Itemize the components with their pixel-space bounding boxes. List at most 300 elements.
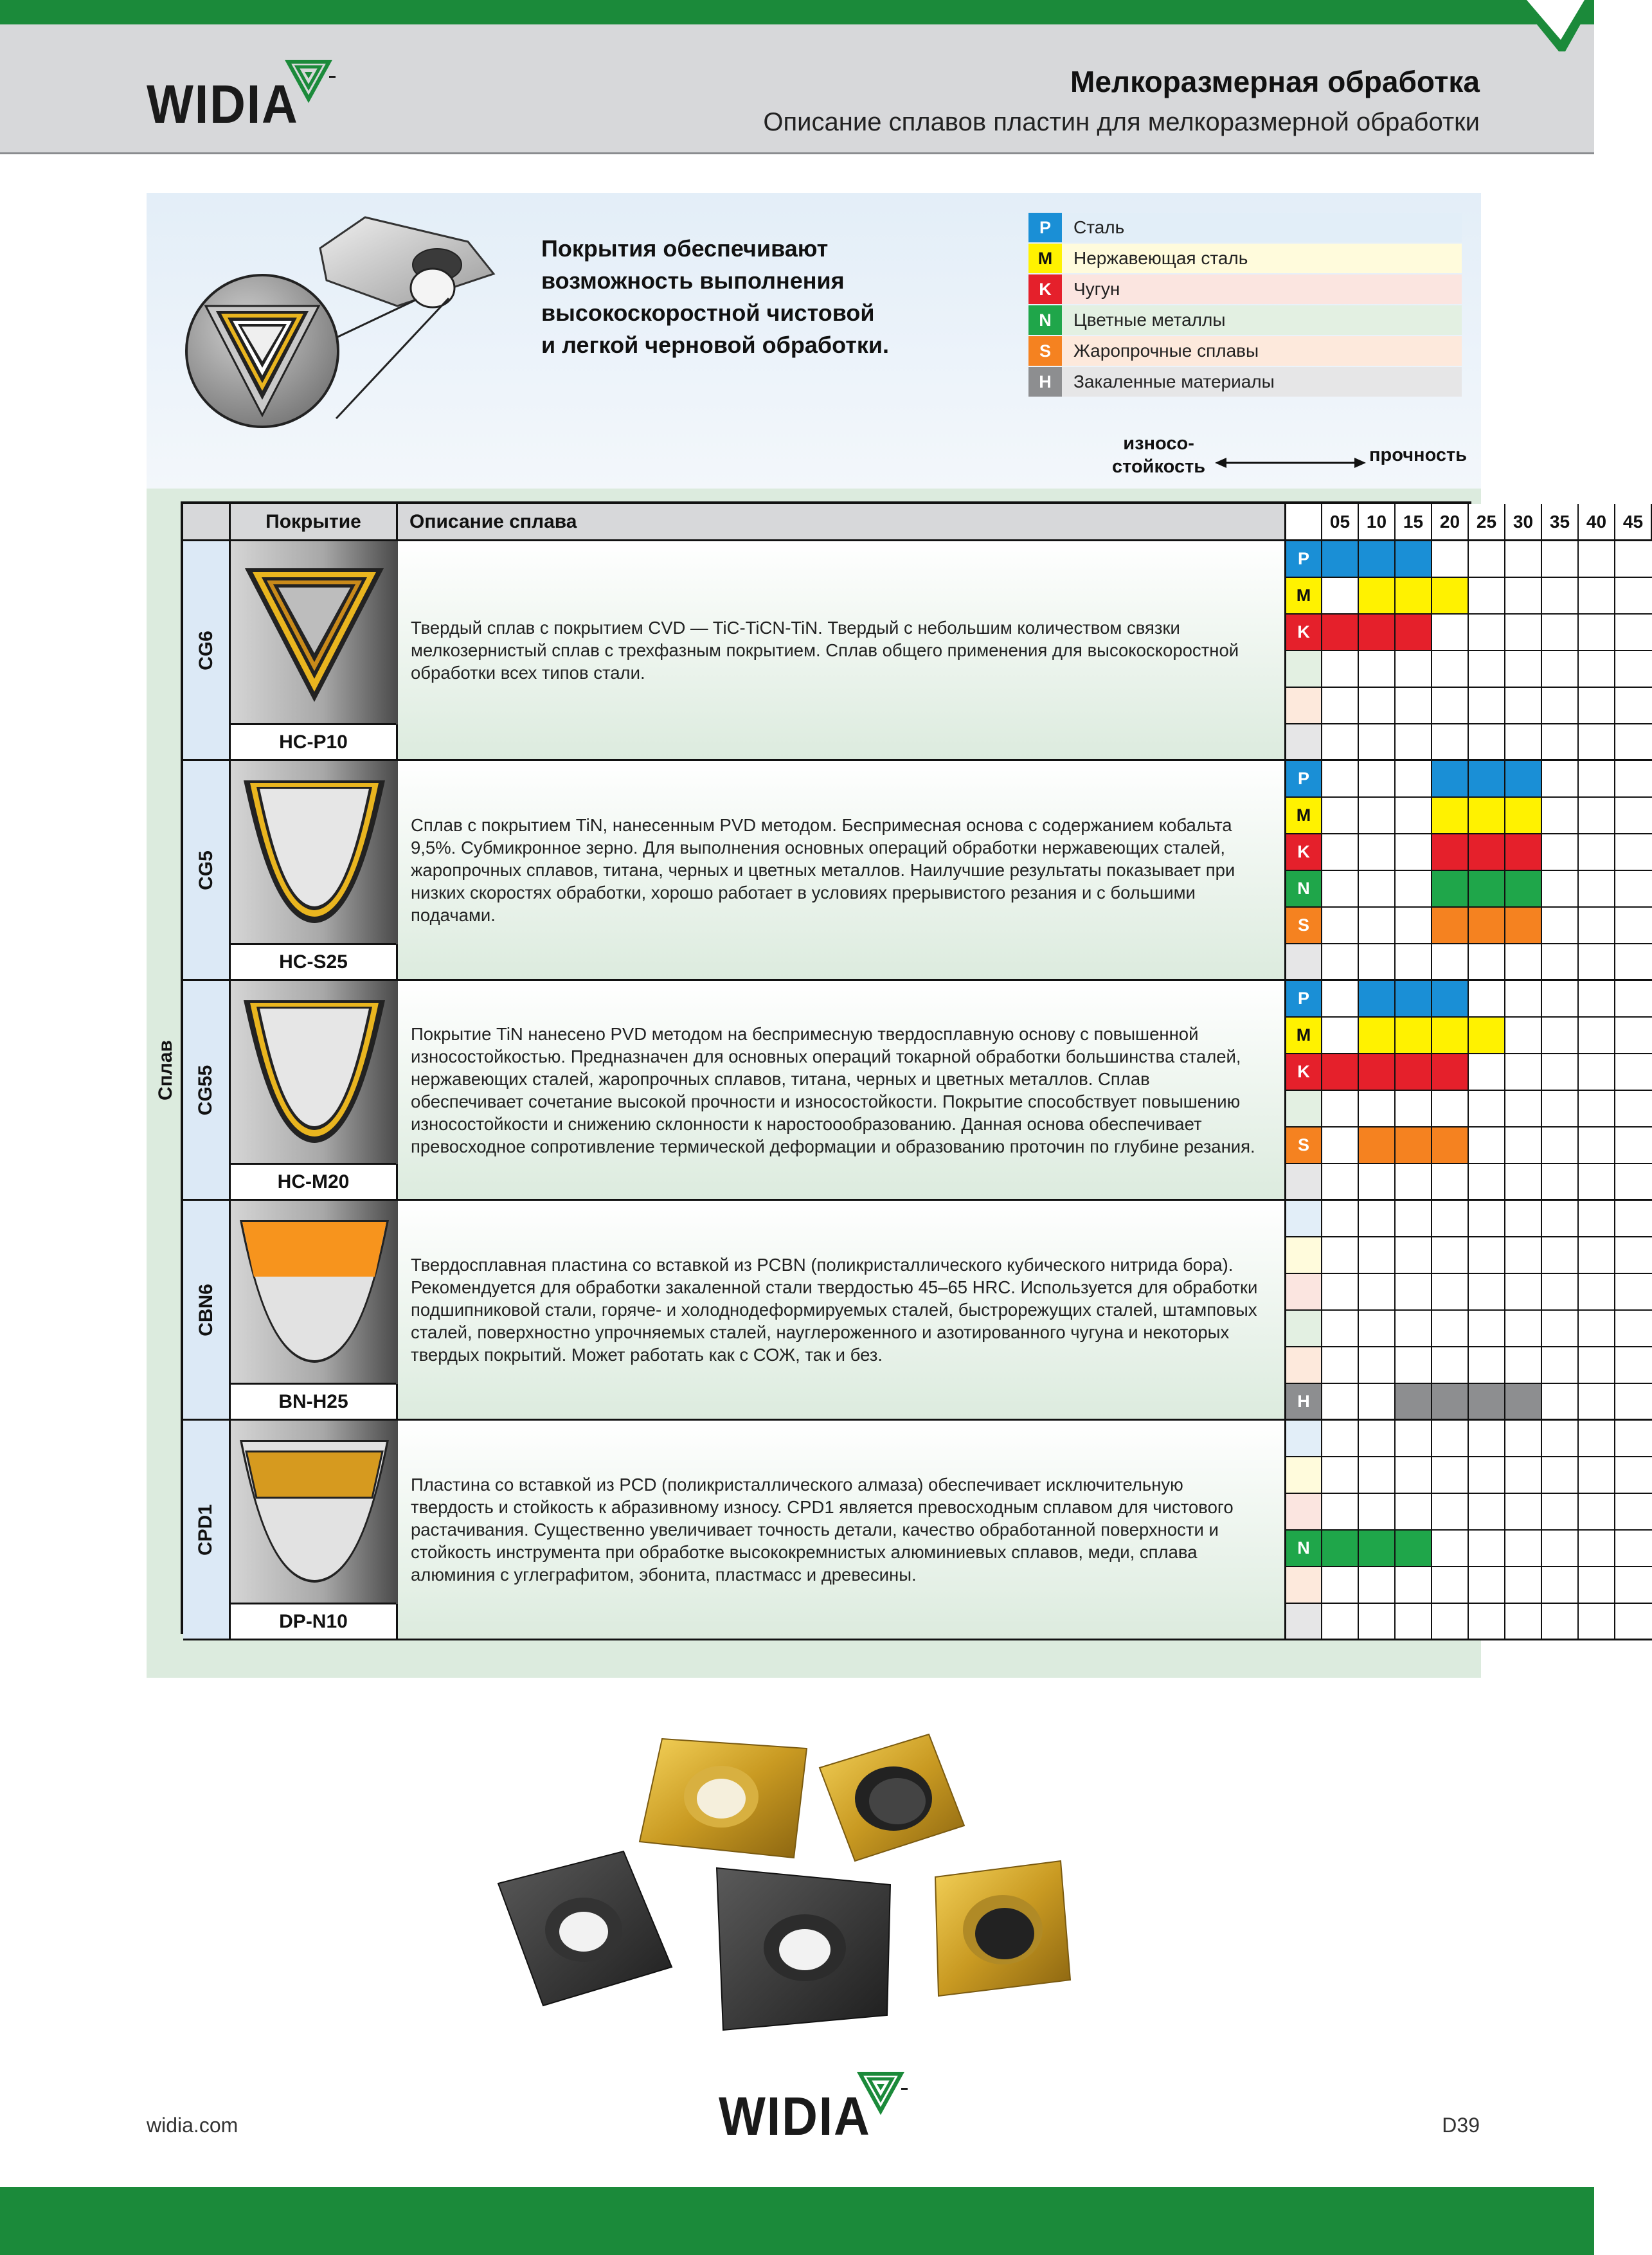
application-cell	[1469, 1494, 1505, 1531]
application-cell	[1396, 615, 1432, 651]
application-cell	[1542, 688, 1579, 724]
material-code-cell	[1286, 651, 1322, 688]
application-cell	[1396, 724, 1432, 761]
insert-profile-icon	[231, 981, 398, 1164]
application-cell	[1615, 688, 1652, 724]
material-code-cell	[1286, 944, 1322, 981]
application-cell	[1579, 1494, 1615, 1531]
widia-footer-logo-text: WIDIA	[719, 2086, 871, 2146]
application-cell	[1359, 871, 1396, 908]
application-cell	[1505, 578, 1542, 615]
material-code-cell: M	[1286, 1018, 1322, 1054]
material-code-cell: P	[1286, 981, 1322, 1018]
application-cell	[1505, 908, 1542, 944]
application-cell	[1615, 1494, 1652, 1531]
grade-column-header: 25	[1469, 504, 1505, 541]
application-cell	[1322, 1604, 1359, 1640]
application-cell	[1469, 834, 1505, 871]
material-code-cell	[1286, 1421, 1322, 1457]
application-cell	[1432, 1494, 1469, 1531]
application-cell	[1579, 834, 1615, 871]
application-cell	[1615, 1311, 1652, 1347]
application-cell	[1542, 1054, 1579, 1091]
legend-label: Жаропрочные сплавы	[1062, 336, 1462, 366]
alloy-code-text: CG6	[195, 630, 217, 670]
application-cell	[1322, 578, 1359, 615]
material-code-cell: S	[1286, 1128, 1322, 1164]
application-cell	[1322, 1164, 1359, 1201]
application-cell	[1322, 1384, 1359, 1421]
alloy-description	[398, 761, 1286, 979]
application-cell	[1396, 541, 1432, 578]
application-cell	[1579, 615, 1615, 651]
alloy-table	[154, 501, 1644, 1634]
coating-illustration	[231, 761, 398, 979]
intro-text	[541, 233, 889, 361]
application-cell	[1469, 615, 1505, 651]
application-cell	[1432, 944, 1469, 981]
alloy-description	[398, 1201, 1286, 1419]
alloy-description-text: Твердый сплав с покрытием CVD — TiC-TiCN-TiN. Твердый с небольшим количеством связки мелкозернистый сплав с трехфазным покрытием. Сплав общего применения для высокоскоростной обработки всех типов стали.	[411, 618, 1239, 683]
legend-code: S	[1028, 336, 1062, 366]
application-cell	[1615, 1274, 1652, 1311]
grade-label: HC-S25	[231, 943, 396, 979]
application-cell	[1322, 1237, 1359, 1274]
application-cell	[1542, 1274, 1579, 1311]
application-cell	[1322, 871, 1359, 908]
legend-item	[1028, 243, 1462, 274]
application-cell	[1322, 981, 1359, 1018]
application-cell	[1432, 1128, 1469, 1164]
material-code-cell	[1286, 1457, 1322, 1494]
application-cell	[1542, 1421, 1579, 1457]
application-cell	[1615, 1457, 1652, 1494]
intro-line: высокоскоростной чистовой	[541, 300, 875, 326]
application-cell	[1432, 1347, 1469, 1384]
alloy-code	[183, 1421, 231, 1639]
application-cell	[1505, 1164, 1542, 1201]
application-cell	[1542, 1018, 1579, 1054]
application-cell	[1542, 1091, 1579, 1128]
application-cell	[1542, 1128, 1579, 1164]
material-code-cell	[1286, 1091, 1322, 1128]
application-cell	[1615, 1091, 1652, 1128]
application-cell	[1396, 1311, 1432, 1347]
alloy-description-text: Пластина со вставкой из PCD (поликристаллического алмаза) обеспечивает исключительную твердость и стойкость к абразивному износу. CPD1 является превосходным сплавом для чистового растачивания. Существенно увеличивает точность детали, качество обработанной поверхности и стойкость инструмента при обработке высококремнистых алюминиевых сплавов, меди, сплава алюминия с углеграфитом, эбонита, пластмасс и древесины.	[411, 1475, 1234, 1585]
application-cell	[1505, 834, 1542, 871]
application-cell	[1615, 798, 1652, 834]
application-cell	[1505, 981, 1542, 1018]
application-cell	[1359, 724, 1396, 761]
application-cell	[1432, 761, 1469, 798]
application-cell	[1432, 1531, 1469, 1567]
application-cell	[1396, 688, 1432, 724]
application-cell	[1396, 1494, 1432, 1531]
application-cell	[1396, 651, 1432, 688]
application-cell	[1579, 1164, 1615, 1201]
application-cell	[1359, 834, 1396, 871]
legend-label: Сталь	[1062, 213, 1462, 242]
application-cell	[1432, 1384, 1469, 1421]
application-cell	[1432, 871, 1469, 908]
application-cell	[1359, 651, 1396, 688]
application-cell	[1579, 798, 1615, 834]
application-cell	[1579, 944, 1615, 981]
application-cell	[1615, 1531, 1652, 1567]
application-cell	[1579, 1091, 1615, 1128]
application-cell	[1579, 1384, 1615, 1421]
application-cell	[1396, 761, 1432, 798]
application-cell	[1469, 1457, 1505, 1494]
application-cell	[1432, 1421, 1469, 1457]
application-cell	[1505, 1604, 1542, 1640]
legend-item	[1028, 305, 1462, 336]
application-cell	[1322, 1054, 1359, 1091]
application-cell	[1359, 615, 1396, 651]
application-cell	[1542, 981, 1579, 1018]
widia-logo-mark-icon	[287, 59, 338, 104]
application-cell	[1396, 1164, 1432, 1201]
application-cell	[1432, 908, 1469, 944]
application-cell	[1469, 1274, 1505, 1311]
grade-label: BN-H25	[231, 1383, 396, 1419]
legend-item	[1028, 212, 1462, 243]
material-code-cell: N	[1286, 1531, 1322, 1567]
grade-label: DP-N10	[231, 1603, 396, 1639]
material-code-cell	[1286, 724, 1322, 761]
application-cell	[1322, 1274, 1359, 1311]
application-cell	[1322, 1091, 1359, 1128]
application-cell	[1615, 541, 1652, 578]
application-cell	[1505, 1091, 1542, 1128]
application-cell	[1359, 1237, 1396, 1274]
application-cell	[1359, 1164, 1396, 1201]
axis-left-line1: износо-	[1123, 433, 1194, 454]
application-cell	[1542, 578, 1579, 615]
application-cell	[1579, 1054, 1615, 1091]
application-cell	[1542, 908, 1579, 944]
application-cell	[1359, 578, 1396, 615]
double-arrow-icon	[1215, 450, 1366, 476]
material-code-cell	[1286, 1604, 1322, 1640]
application-cell	[1469, 1604, 1505, 1640]
application-cell	[1542, 1604, 1579, 1640]
application-cell	[1322, 688, 1359, 724]
application-cell	[1615, 1567, 1652, 1604]
insert-profile-icon	[231, 541, 398, 724]
grade-label: HC-P10	[231, 723, 396, 759]
application-cell	[1542, 834, 1579, 871]
application-cell	[1469, 724, 1505, 761]
intro-line: Покрытия обеспечивают	[541, 235, 829, 262]
application-cell	[1396, 981, 1432, 1018]
alloy-code	[183, 1201, 231, 1419]
application-cell	[1469, 1201, 1505, 1237]
application-cell	[1469, 871, 1505, 908]
top-accent-bar	[0, 0, 1594, 24]
application-cell	[1579, 1018, 1615, 1054]
application-cell	[1396, 1128, 1432, 1164]
alloy-section	[183, 981, 1286, 1201]
application-cell	[1359, 1018, 1396, 1054]
grade-column-header: 05	[1322, 504, 1359, 541]
alloy-section	[183, 761, 1286, 981]
application-cell	[1322, 1567, 1359, 1604]
insert-profile-icon	[231, 761, 398, 944]
grade-column-header: 45	[1615, 504, 1652, 541]
widia-footer-logo-mark-icon	[859, 2071, 910, 2116]
application-cell	[1359, 1604, 1396, 1640]
application-cell	[1322, 761, 1359, 798]
application-cell	[1542, 651, 1579, 688]
application-cell	[1615, 651, 1652, 688]
application-cell	[1615, 1054, 1652, 1091]
application-cell	[1396, 1457, 1432, 1494]
material-code-cell	[1286, 1311, 1322, 1347]
application-cell	[1505, 651, 1542, 688]
website-link[interactable]: widia.com	[147, 2114, 238, 2137]
axis-toughness-label: прочность	[1369, 445, 1468, 465]
intro-line: возможность выполнения	[541, 267, 845, 294]
application-cell	[1322, 615, 1359, 651]
application-cell	[1615, 1604, 1652, 1640]
legend-item	[1028, 336, 1462, 366]
application-cell	[1505, 615, 1542, 651]
legend-label: Нержавеющая сталь	[1062, 244, 1462, 273]
application-cell	[1615, 724, 1652, 761]
application-cell	[1579, 908, 1615, 944]
application-cell	[1579, 1347, 1615, 1384]
application-cell	[1359, 1347, 1396, 1384]
application-cell	[1396, 1237, 1432, 1274]
application-cell	[1469, 1347, 1505, 1384]
application-cell	[1396, 578, 1432, 615]
application-cell	[1505, 798, 1542, 834]
page-number: D39	[1442, 2114, 1480, 2137]
application-cell	[1505, 1457, 1542, 1494]
application-cell	[1396, 798, 1432, 834]
application-cell	[1615, 1384, 1652, 1421]
application-cell	[1615, 1347, 1652, 1384]
application-cell	[1579, 651, 1615, 688]
application-cell	[1396, 1384, 1432, 1421]
application-cell	[1469, 1018, 1505, 1054]
application-cell	[1579, 1457, 1615, 1494]
material-code-cell	[1286, 1274, 1322, 1311]
page-subtitle: Описание сплавов пластин для мелкоразмерной обработки	[763, 108, 1480, 136]
application-cell	[1359, 1494, 1396, 1531]
application-cell	[1542, 1384, 1579, 1421]
application-cell	[1615, 615, 1652, 651]
alloy-description	[398, 981, 1286, 1199]
application-cell	[1359, 1091, 1396, 1128]
alloy-description-text: Покрытие TiN нанесено PVD методом на беспримесную твердосплавную основу с повышенной износостойкостью. Предназначен для основных операций токарной обработки большинства сталей, нержавеющих сталей, жаропрочных сплавов, титана, черных и цветных металлов. Сплав обеспечивает сочетание высокой прочности и износостойкости. Покрытие способствует повышению износостойкости и снижению склонности к наростоообразованию. Данная основа обеспечивает превосходное сопротивление термической деформации и образованию проточин по глубине резания.	[411, 1023, 1255, 1156]
application-cell	[1615, 981, 1652, 1018]
application-cell	[1396, 1347, 1432, 1384]
application-cell	[1505, 1274, 1542, 1311]
alloy-description	[398, 1421, 1286, 1639]
legend-code: K	[1028, 274, 1062, 304]
application-cell	[1505, 1237, 1542, 1274]
splav-label	[148, 504, 183, 1637]
material-code-cell: N	[1286, 871, 1322, 908]
application-cell	[1615, 1128, 1652, 1164]
application-cell	[1432, 1237, 1469, 1274]
application-cell	[1542, 1347, 1579, 1384]
application-cell	[1469, 688, 1505, 724]
application-cell	[1579, 578, 1615, 615]
application-cell	[1542, 615, 1579, 651]
grade-column-header: 40	[1579, 504, 1615, 541]
application-cell	[1432, 541, 1469, 578]
application-cell	[1359, 761, 1396, 798]
application-cell	[1505, 1128, 1542, 1164]
application-cell	[1432, 688, 1469, 724]
application-cell	[1359, 1421, 1396, 1457]
application-cell	[1542, 761, 1579, 798]
application-cell	[1396, 1604, 1432, 1640]
application-cell	[1396, 1054, 1432, 1091]
application-cell	[1615, 1201, 1652, 1237]
application-cell	[1579, 1604, 1615, 1640]
application-cell	[1469, 1384, 1505, 1421]
intro-line: и легкой черновой обработки.	[541, 332, 889, 358]
legend-code: M	[1028, 244, 1062, 273]
grade-column-header: 35	[1542, 504, 1579, 541]
application-cell	[1432, 798, 1469, 834]
application-cell	[1322, 944, 1359, 981]
application-cell	[1396, 944, 1432, 981]
material-code-cell	[1286, 1347, 1322, 1384]
application-cell	[1432, 981, 1469, 1018]
grade-column-header: 30	[1505, 504, 1542, 541]
material-code-cell: M	[1286, 578, 1322, 615]
material-code-cell: K	[1286, 834, 1322, 871]
application-cell	[1359, 541, 1396, 578]
application-cell	[1579, 1237, 1615, 1274]
grade-label: HC-M20	[231, 1163, 396, 1199]
application-cell	[1615, 908, 1652, 944]
application-cell	[1542, 1201, 1579, 1237]
grade-column-header: 15	[1396, 504, 1432, 541]
application-cell	[1542, 1457, 1579, 1494]
legend-code: H	[1028, 367, 1062, 397]
application-cell	[1469, 908, 1505, 944]
application-cell	[1396, 1531, 1432, 1567]
application-cell	[1542, 724, 1579, 761]
application-cell	[1396, 1421, 1432, 1457]
application-cell	[1432, 1567, 1469, 1604]
application-cell	[1505, 1567, 1542, 1604]
application-cell	[1432, 1201, 1469, 1237]
insert-closeup-icon	[166, 203, 513, 428]
application-cell	[1469, 761, 1505, 798]
alloy-code-text: CG55	[195, 1065, 217, 1115]
application-cell	[1432, 578, 1469, 615]
application-cell	[1359, 1311, 1396, 1347]
application-cell	[1432, 1164, 1469, 1201]
application-cell	[1542, 541, 1579, 578]
application-cell	[1359, 944, 1396, 981]
application-cell	[1322, 1421, 1359, 1457]
legend-code: P	[1028, 213, 1062, 242]
application-cell	[1579, 688, 1615, 724]
material-code-cell: K	[1286, 615, 1322, 651]
application-cell	[1396, 1274, 1432, 1311]
grade-header-blank	[1286, 504, 1322, 541]
application-cell	[1396, 871, 1432, 908]
application-cell	[1579, 981, 1615, 1018]
inserts-photo	[489, 1723, 1151, 2057]
application-cell	[1359, 1457, 1396, 1494]
application-cell	[1469, 1164, 1505, 1201]
application-cell	[1579, 724, 1615, 761]
header-description: Описание сплава	[398, 504, 1286, 541]
application-cell	[1432, 1311, 1469, 1347]
application-cell	[1432, 834, 1469, 871]
application-cell	[1505, 1201, 1542, 1237]
application-cell	[1579, 1421, 1615, 1457]
application-cell	[1432, 1054, 1469, 1091]
application-cell	[1579, 1531, 1615, 1567]
application-cell	[1469, 1531, 1505, 1567]
application-cell	[1469, 944, 1505, 981]
application-cell	[1359, 981, 1396, 1018]
application-cell	[1469, 1128, 1505, 1164]
application-cell	[1396, 1567, 1432, 1604]
application-cell	[1322, 541, 1359, 578]
corner-arrow-icon	[1491, 0, 1594, 58]
alloy-description	[398, 541, 1286, 759]
application-cell	[1432, 651, 1469, 688]
application-cell	[1542, 944, 1579, 981]
material-code-cell: K	[1286, 1054, 1322, 1091]
application-cell	[1359, 798, 1396, 834]
application-cell	[1615, 944, 1652, 981]
application-cell	[1469, 1421, 1505, 1457]
application-cell	[1322, 1494, 1359, 1531]
application-cell	[1505, 1421, 1542, 1457]
application-cell	[1322, 798, 1359, 834]
legend-label: Закаленные материалы	[1062, 367, 1462, 397]
application-cell	[1505, 1384, 1542, 1421]
alloy-code	[183, 981, 231, 1199]
application-cell	[1469, 1237, 1505, 1274]
alloy-code	[183, 541, 231, 759]
application-cell	[1359, 688, 1396, 724]
application-cell	[1542, 1567, 1579, 1604]
application-cell	[1322, 1347, 1359, 1384]
splav-label-text: Сплав	[154, 1040, 176, 1101]
application-cell	[1322, 834, 1359, 871]
application-cell	[1432, 1274, 1469, 1311]
header-coating: Покрытие	[231, 504, 398, 541]
application-cell	[1322, 651, 1359, 688]
alloy-section	[183, 1201, 1286, 1421]
application-cell	[1469, 578, 1505, 615]
application-cell	[1359, 1201, 1396, 1237]
coating-illustration	[231, 1421, 398, 1639]
application-cell	[1542, 871, 1579, 908]
application-cell	[1469, 1311, 1505, 1347]
application-cell	[1469, 798, 1505, 834]
application-cell	[1322, 1457, 1359, 1494]
application-cell	[1396, 908, 1432, 944]
application-cell	[1615, 761, 1652, 798]
application-cell	[1579, 1128, 1615, 1164]
bottom-accent-bar	[0, 2187, 1594, 2255]
insert-profile-icon	[231, 1201, 398, 1384]
